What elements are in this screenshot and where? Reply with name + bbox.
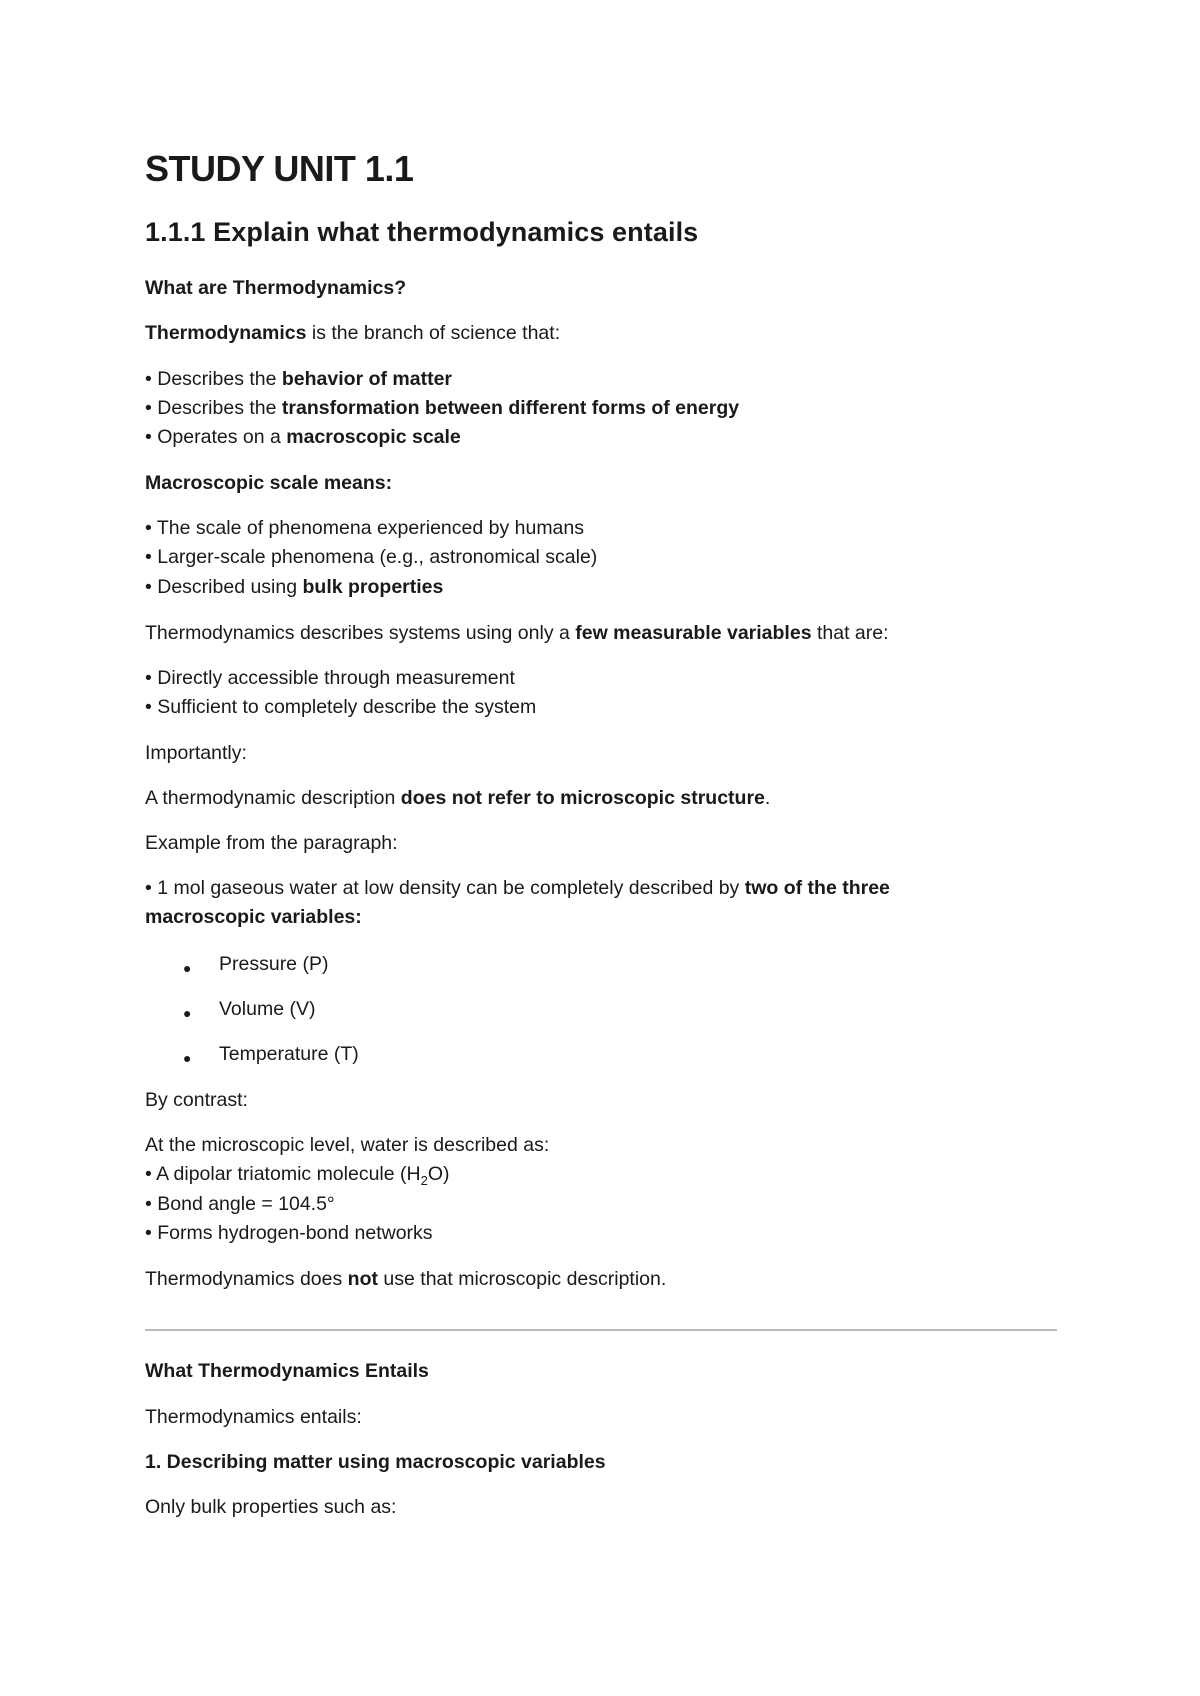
definition-rest: is the branch of science that: [306,322,561,344]
line-text: use that microscopic description. [378,1268,667,1290]
definition-term: Thermodynamics [145,322,307,344]
variables-item: • Sufficient to completely describe the system [145,696,537,718]
not-used-line [145,1265,666,1294]
microscopic-level-line: At the microscopic level, water is described as: [145,1134,550,1156]
variable-temperature: Temperature (T) [219,1043,359,1065]
page-title: STUDY UNIT 1.1 [145,148,414,189]
line-text: • A dipolar triatomic molecule (H [145,1163,421,1185]
list-bullet: ● [183,1050,192,1066]
example-line-continued: macroscopic variables: [145,906,362,928]
item-text: • Described using [145,576,303,598]
line-bold: few measurable variables [575,622,812,644]
line-text: A thermodynamic description [145,787,401,809]
macroscopic-heading: Macroscopic scale means: [145,472,393,494]
variables-line [145,619,889,648]
line-text: that are: [811,622,889,644]
importantly-label: Importantly: [145,742,247,764]
microscopic-statement [145,784,770,813]
macroscopic-item [145,573,443,602]
macroscopic-item [145,514,584,543]
definition-item [145,365,452,394]
entails-heading: What Thermodynamics Entails [145,1360,429,1382]
item-bold: macroscopic scale [286,426,461,448]
item-text: • Describes the [145,368,282,390]
line-text: . [764,787,771,809]
definition-line [145,319,560,348]
item-bold: behavior of matter [281,368,453,390]
item-text: • The scale of phenomena experienced by humans [145,517,584,539]
variable-pressure: Pressure (P) [219,953,329,975]
macroscopic-item [145,543,597,572]
variables-item: • Directly accessible through measurement [145,667,515,689]
horizontal-divider [145,1329,1057,1331]
subscript: 2 [420,1173,428,1188]
example-line [145,874,890,903]
contrast-label: By contrast: [145,1089,248,1111]
item-bold: bulk properties [302,576,444,598]
item-text: • Describes the [145,397,282,419]
list-bullet: ● [183,1005,192,1021]
variable-volume: Volume (V) [219,998,316,1020]
entails-intro: Thermodynamics entails: [145,1406,362,1428]
item-text: • Operates on a [145,426,287,448]
definition-item [145,394,739,423]
item-bold: transformation between different forms of energy [281,397,740,419]
line-text: Thermodynamics does [145,1268,348,1290]
line-bold: two of the three [744,877,890,899]
bond-angle-line: • Bond angle = 104.5° [145,1193,335,1215]
example-label: Example from the paragraph: [145,832,398,854]
line-bold: not [347,1268,378,1290]
line-text: Thermodynamics describes systems using only a [145,622,576,644]
definition-item [145,423,461,452]
line-text: • 1 mol gaseous water at low density can be completely described by [145,877,745,899]
point-heading: 1. Describing matter using macroscopic variables [145,1451,606,1473]
bulk-intro: Only bulk properties such as: [145,1496,397,1518]
hydrogen-bond-line: • Forms hydrogen-bond networks [145,1222,433,1244]
section-heading: 1.1.1 Explain what thermodynamics entails [145,217,699,247]
question-heading: What are Thermodynamics? [145,277,407,299]
list-bullet: ● [183,960,192,976]
line-text: O) [427,1163,450,1185]
line-bold: does not refer to microscopic structure [400,787,765,809]
item-text: • Larger-scale phenomena (e.g., astronomical scale) [145,546,598,568]
